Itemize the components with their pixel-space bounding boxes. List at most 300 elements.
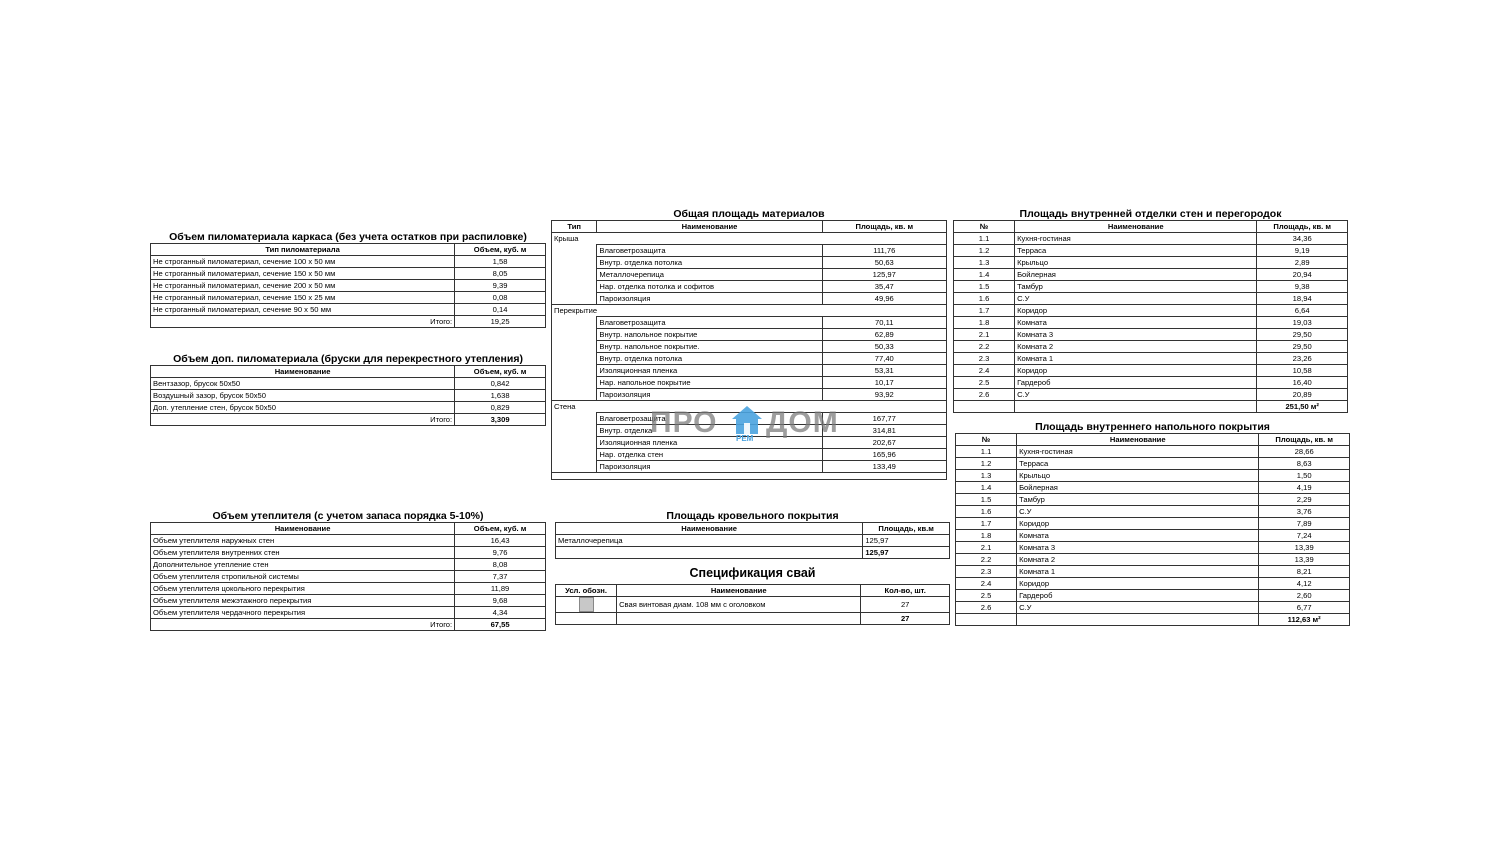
item-value: 8,21: [1259, 566, 1350, 578]
total-value: 19,25: [455, 316, 546, 328]
table-row: [954, 257, 1348, 269]
table-row: [556, 597, 950, 613]
item-number: 2.3: [956, 566, 1017, 578]
extra-lumber-block: [150, 353, 546, 426]
group-indent: [552, 341, 597, 353]
table-row: [956, 506, 1350, 518]
roofing-area-rows: [556, 535, 950, 547]
item-value: 10,17: [822, 377, 946, 389]
item-name: Пароизоляция: [597, 461, 822, 473]
item-value: 9,76: [455, 547, 546, 559]
lumber-frame-title: Объем пиломатериала каркаса (без учета остатков при распиловке): [169, 231, 527, 243]
item-value: 6,77: [1259, 602, 1350, 614]
table-row: [956, 542, 1350, 554]
insulation-block: [150, 510, 546, 631]
item-value: 167,77: [822, 413, 946, 425]
group-row: [552, 233, 947, 245]
item-value: 13,39: [1259, 542, 1350, 554]
item-value: 4,34: [455, 607, 546, 619]
item-name: Внутр. напольное покрытие: [597, 329, 822, 341]
group-indent: [552, 257, 597, 269]
item-value: 125,97: [822, 269, 946, 281]
table-row: [956, 578, 1350, 590]
watermark-sub-text: РЕМ: [736, 434, 754, 443]
table-row: [151, 256, 546, 268]
item-value: 50,63: [822, 257, 946, 269]
item-name: Комната: [1015, 317, 1257, 329]
table-row: [151, 607, 546, 619]
item-number: 1.4: [954, 269, 1015, 281]
group-type: Крыша: [552, 233, 597, 245]
item-value: 77,40: [822, 353, 946, 365]
insulation-title: Объем утеплителя (с учетом запаса порядка 5-10%): [212, 510, 484, 522]
item-name: Коридор: [1015, 305, 1257, 317]
total-row: [556, 613, 950, 625]
item-value: 314,81: [822, 425, 946, 437]
item-name: Не строганный пиломатериал, сечение 100 x 50 мм: [151, 256, 455, 268]
house-icon: [730, 404, 764, 436]
item-number: 2.5: [954, 377, 1015, 389]
item-name: Изоляционная пленка: [597, 365, 822, 377]
item-name: Пароизоляция: [597, 389, 822, 401]
item-value: 27: [861, 597, 950, 613]
item-number: 2.1: [954, 329, 1015, 341]
item-name: Внутр. напольное покрытие.: [597, 341, 822, 353]
table-row: [954, 377, 1348, 389]
group-type: Стена: [552, 401, 597, 413]
total-row: [956, 614, 1350, 626]
table-row: [956, 482, 1350, 494]
table-row: [151, 571, 546, 583]
col-header: Наименование: [617, 585, 861, 597]
table-row: [552, 257, 947, 269]
table-row: [956, 602, 1350, 614]
table-row: [151, 292, 546, 304]
lumber-frame-table: [150, 243, 546, 328]
total-value: 125,97: [863, 547, 950, 559]
item-name: Терраса: [1015, 245, 1257, 257]
table-row: [552, 377, 947, 389]
total-value: 3,309: [455, 414, 546, 426]
table-row: [552, 449, 947, 461]
group-spacer: [597, 233, 822, 245]
item-value: 35,47: [822, 281, 946, 293]
item-number: 1.5: [954, 281, 1015, 293]
item-name: Комната: [1017, 530, 1259, 542]
group-row: [552, 305, 947, 317]
table-row: [556, 535, 950, 547]
item-value: 20,94: [1257, 269, 1348, 281]
table-row: [954, 305, 1348, 317]
col-header: Наименование: [1017, 434, 1259, 446]
item-value: 11,89: [455, 583, 546, 595]
item-name: Комната 1: [1017, 566, 1259, 578]
item-name: Бойлерная: [1015, 269, 1257, 281]
item-value: 16,43: [455, 535, 546, 547]
col-header: Площадь, кв. м: [822, 221, 946, 233]
item-value: 0,842: [455, 378, 546, 390]
table-row: [552, 269, 947, 281]
table-row: [954, 329, 1348, 341]
item-name: Кухня-гостиная: [1015, 233, 1257, 245]
wall-finish-rows: [954, 233, 1348, 401]
item-name: Нар. напольное покрытие: [597, 377, 822, 389]
col-header: Тип: [552, 221, 597, 233]
table-row: [552, 353, 947, 365]
table-row: [151, 559, 546, 571]
floor-cover-rows: [956, 446, 1350, 614]
item-value: 7,24: [1259, 530, 1350, 542]
group-indent: [552, 461, 597, 473]
item-name: Объем утеплителя внутренних стен: [151, 547, 455, 559]
table-row: [954, 341, 1348, 353]
roofing-area-table: [555, 522, 950, 559]
roofing-area-title: Площадь кровельного покрытия: [666, 510, 839, 522]
item-value: 9,38: [1257, 281, 1348, 293]
group-indent: [552, 425, 597, 437]
item-name: Внутр. отделка: [597, 425, 822, 437]
table-row: [954, 293, 1348, 305]
table-row: [954, 317, 1348, 329]
table-row: [151, 268, 546, 280]
group-spacer: [822, 305, 946, 317]
item-name: С.У: [1015, 389, 1257, 401]
group-spacer: [597, 305, 822, 317]
table-row: [552, 329, 947, 341]
group-indent: [552, 329, 597, 341]
item-name: Внутр. отделка потолка: [597, 353, 822, 365]
item-value: 8,08: [455, 559, 546, 571]
item-value: 20,89: [1257, 389, 1348, 401]
item-value: 111,76: [822, 245, 946, 257]
lumber-frame-rows: [151, 256, 546, 316]
item-number: 2.1: [956, 542, 1017, 554]
table-row: [151, 583, 546, 595]
item-value: 23,26: [1257, 353, 1348, 365]
item-number: 2.3: [954, 353, 1015, 365]
col-header: №: [956, 434, 1017, 446]
item-value: 10,58: [1257, 365, 1348, 377]
table-row: [956, 590, 1350, 602]
table-row: [552, 245, 947, 257]
item-name: Дополнительное утепление стен: [151, 559, 455, 571]
item-name: Объем утеплителя наружных стен: [151, 535, 455, 547]
col-header: Площадь, кв. м: [1257, 221, 1348, 233]
extra-lumber-rows: [151, 378, 546, 414]
item-name: С.У: [1017, 602, 1259, 614]
roofing-area-block: [555, 510, 950, 559]
group-indent: [552, 245, 597, 257]
item-name: Объем утеплителя межэтажного перекрытия: [151, 595, 455, 607]
item-name: Свая винтовая диам. 108 мм с оголовком: [617, 597, 861, 613]
table-row: [956, 566, 1350, 578]
group-indent: [552, 281, 597, 293]
total-label: Итого:: [151, 316, 455, 328]
item-name: Комната 3: [1017, 542, 1259, 554]
item-value: 9,19: [1257, 245, 1348, 257]
item-value: 6,64: [1257, 305, 1348, 317]
col-header: Наименование: [597, 221, 822, 233]
item-name: Влаговетрозащита: [597, 413, 822, 425]
col-header: Площадь, кв.м: [863, 523, 950, 535]
item-value: 0,08: [455, 292, 546, 304]
item-name: Объем утеплителя чердачного перекрытия: [151, 607, 455, 619]
item-number: 2.5: [956, 590, 1017, 602]
item-value: 125,97: [863, 535, 950, 547]
insulation-table: [150, 522, 546, 631]
blank-row: [552, 473, 947, 480]
table-row: [552, 461, 947, 473]
item-name: Комната 2: [1015, 341, 1257, 353]
item-name: Коридор: [1015, 365, 1257, 377]
item-number: 1.8: [954, 317, 1015, 329]
table-row: [954, 269, 1348, 281]
pile-symbol-icon: [579, 597, 594, 612]
table-row: [956, 554, 1350, 566]
item-number: 1.4: [956, 482, 1017, 494]
item-name: С.У: [1015, 293, 1257, 305]
table-row: [151, 390, 546, 402]
item-value: 28,66: [1259, 446, 1350, 458]
item-number: 2.2: [956, 554, 1017, 566]
table-row: [552, 293, 947, 305]
group-indent: [552, 377, 597, 389]
item-name: Тамбур: [1015, 281, 1257, 293]
item-name: Комната 1: [1015, 353, 1257, 365]
item-name: Доп. утепление стен, брусок 50x50: [151, 402, 455, 414]
item-name: Объем утеплителя цокольного перекрытия: [151, 583, 455, 595]
item-number: 1.6: [956, 506, 1017, 518]
total-row: [151, 619, 546, 631]
item-value: 9,68: [455, 595, 546, 607]
item-value: 13,39: [1259, 554, 1350, 566]
item-name: Объем утеплителя стропильной системы: [151, 571, 455, 583]
total-label: Итого:: [151, 619, 455, 631]
total-label: Итого:: [151, 414, 455, 426]
item-number: 1.1: [954, 233, 1015, 245]
piles-spec-block: [555, 566, 950, 625]
table-row: [956, 518, 1350, 530]
item-value: 8,63: [1259, 458, 1350, 470]
table-row: [954, 389, 1348, 401]
item-name: Комната 2: [1017, 554, 1259, 566]
item-name: Не строганный пиломатериал, сечение 150 x 25 мм: [151, 292, 455, 304]
item-value: 165,96: [822, 449, 946, 461]
table-row: [956, 458, 1350, 470]
item-name: Тамбур: [1017, 494, 1259, 506]
piles-spec-rows: [556, 597, 950, 613]
col-header: Наименование: [151, 523, 455, 535]
item-value: 34,36: [1257, 233, 1348, 245]
item-number: 1.3: [954, 257, 1015, 269]
table-row: [954, 245, 1348, 257]
group-indent: [552, 449, 597, 461]
col-header: Наименование: [1015, 221, 1257, 233]
item-number: 1.1: [956, 446, 1017, 458]
wall-finish-title: Площадь внутренней отделки стен и перегородок: [1019, 208, 1282, 220]
group-indent: [552, 437, 597, 449]
item-value: 62,89: [822, 329, 946, 341]
item-name: Металлочерепица: [556, 535, 863, 547]
item-value: 4,19: [1259, 482, 1350, 494]
col-header: Тип пиломатериала: [151, 244, 455, 256]
item-number: 2.6: [956, 602, 1017, 614]
total-row: [151, 414, 546, 426]
col-header: Объем, куб. м: [455, 244, 546, 256]
col-header: Объем, куб. м: [455, 523, 546, 535]
item-number: 1.2: [954, 245, 1015, 257]
item-name: С.У: [1017, 506, 1259, 518]
item-value: 3,76: [1259, 506, 1350, 518]
item-name: Изоляционная пленка: [597, 437, 822, 449]
item-name: Крыльцо: [1015, 257, 1257, 269]
item-value: 53,31: [822, 365, 946, 377]
group-indent: [552, 353, 597, 365]
item-value: 16,40: [1257, 377, 1348, 389]
item-number: 2.4: [954, 365, 1015, 377]
item-number: 1.2: [956, 458, 1017, 470]
total-row: [954, 401, 1348, 413]
col-header: Наименование: [556, 523, 863, 535]
pile-symbol-cell: [556, 597, 617, 613]
group-type: Перекрытие: [552, 305, 597, 317]
table-row: [151, 378, 546, 390]
item-number: 2.6: [954, 389, 1015, 401]
total-row: [556, 547, 950, 559]
col-header: Площадь, кв. м: [1259, 434, 1350, 446]
table-row: [151, 280, 546, 292]
insulation-rows: [151, 535, 546, 619]
item-name: Коридор: [1017, 518, 1259, 530]
col-header: Усл. обозн.: [556, 585, 617, 597]
group-indent: [552, 293, 597, 305]
item-name: Комната 3: [1015, 329, 1257, 341]
table-row: [954, 281, 1348, 293]
wall-finish-block: [953, 208, 1348, 413]
item-name: Не строганный пиломатериал, сечение 150 x 50 мм: [151, 268, 455, 280]
item-name: Нар. отделка стен: [597, 449, 822, 461]
total-value: 112,63 м²: [1259, 614, 1350, 626]
table-row: [956, 470, 1350, 482]
item-value: 29,50: [1257, 329, 1348, 341]
group-spacer: [822, 233, 946, 245]
item-value: 2,89: [1257, 257, 1348, 269]
item-name: Не строганный пиломатериал, сечение 200 x 50 мм: [151, 280, 455, 292]
watermark-left-text: ПРО: [650, 406, 718, 439]
item-number: 1.7: [956, 518, 1017, 530]
item-name: Бойлерная: [1017, 482, 1259, 494]
item-value: 93,92: [822, 389, 946, 401]
table-row: [552, 365, 947, 377]
table-row: [552, 341, 947, 353]
floor-cover-title: Площадь внутреннего напольного покрытия: [1035, 421, 1270, 433]
item-value: 70,11: [822, 317, 946, 329]
item-name: Кухня-гостиная: [1017, 446, 1259, 458]
item-name: Гардероб: [1017, 590, 1259, 602]
item-value: 50,33: [822, 341, 946, 353]
col-header: Объем, куб. м: [455, 366, 546, 378]
wall-finish-table: [953, 220, 1348, 413]
item-name: Воздушный зазор, брусок 50x50: [151, 390, 455, 402]
col-header: №: [954, 221, 1015, 233]
item-value: 2,29: [1259, 494, 1350, 506]
lumber-frame-block: [150, 231, 546, 328]
table-row: [954, 353, 1348, 365]
item-number: 1.7: [954, 305, 1015, 317]
item-name: Не строганный пиломатериал, сечение 90 x 50 мм: [151, 304, 455, 316]
table-row: [956, 530, 1350, 542]
item-value: 19,03: [1257, 317, 1348, 329]
col-header: Наименование: [151, 366, 455, 378]
item-value: 1,50: [1259, 470, 1350, 482]
item-value: 8,05: [455, 268, 546, 280]
item-value: 1,58: [455, 256, 546, 268]
group-indent: [552, 365, 597, 377]
item-name: Влаговетрозащита: [597, 317, 822, 329]
extra-lumber-table: [150, 365, 546, 426]
table-row: [151, 535, 546, 547]
item-value: 4,12: [1259, 578, 1350, 590]
item-number: 1.3: [956, 470, 1017, 482]
item-name: Вентзазор, брусок 50x50: [151, 378, 455, 390]
item-value: 0,829: [455, 402, 546, 414]
item-value: 7,37: [455, 571, 546, 583]
total-row: [151, 316, 546, 328]
item-value: 133,49: [822, 461, 946, 473]
table-row: [151, 595, 546, 607]
materials-area-title: Общая площадь материалов: [673, 208, 825, 220]
table-row: [552, 389, 947, 401]
watermark-logo: [650, 404, 850, 448]
table-row: [151, 402, 546, 414]
table-row: [956, 494, 1350, 506]
item-name: Коридор: [1017, 578, 1259, 590]
floor-cover-block: [955, 421, 1350, 626]
floor-cover-table: [955, 433, 1350, 626]
group-indent: [552, 317, 597, 329]
total-value: 67,55: [455, 619, 546, 631]
group-indent: [552, 389, 597, 401]
item-value: 18,94: [1257, 293, 1348, 305]
item-name: Металлочерепица: [597, 269, 822, 281]
table-row: [956, 446, 1350, 458]
item-name: Терраса: [1017, 458, 1259, 470]
item-name: Пароизоляция: [597, 293, 822, 305]
item-value: 202,67: [822, 437, 946, 449]
item-number: 2.4: [956, 578, 1017, 590]
table-row: [552, 317, 947, 329]
table-row: [954, 233, 1348, 245]
item-name: Внутр. отделка потолка: [597, 257, 822, 269]
table-row: [151, 547, 546, 559]
table-row: [151, 304, 546, 316]
group-indent: [552, 413, 597, 425]
item-name: Нар. отделка потолка и софитов: [597, 281, 822, 293]
item-number: 1.5: [956, 494, 1017, 506]
watermark-right-text: ДОМ: [766, 406, 839, 439]
total-value: 251,50 м²: [1257, 401, 1348, 413]
item-name: Гардероб: [1015, 377, 1257, 389]
extra-lumber-title: Объем доп. пиломатериала (бруски для перекрестного утепления): [173, 353, 523, 365]
item-value: 2,60: [1259, 590, 1350, 602]
item-value: 9,39: [455, 280, 546, 292]
item-number: 2.2: [954, 341, 1015, 353]
item-value: 7,89: [1259, 518, 1350, 530]
item-value: 0,14: [455, 304, 546, 316]
item-name: Влаговетрозащита: [597, 245, 822, 257]
table-row: [954, 365, 1348, 377]
piles-spec-table: [555, 584, 950, 625]
